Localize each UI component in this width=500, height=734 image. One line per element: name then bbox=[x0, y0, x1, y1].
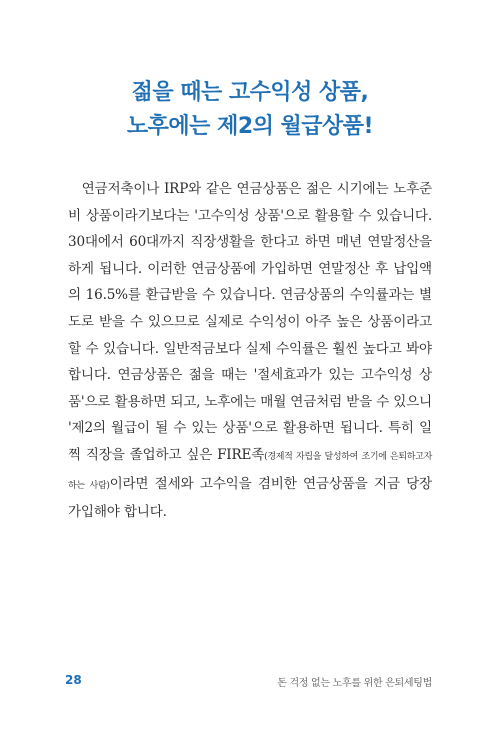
page-number: 28 bbox=[65, 673, 82, 687]
section-heading bbox=[0, 76, 500, 144]
paragraph-text-continued: 이라면 절세와 고수익을 겸비한 연금상품을 지금 당장 가입해야 합니다. bbox=[68, 475, 432, 521]
running-footer-title: 돈 걱정 없는 노후를 위한 은퇴세팅법 bbox=[277, 678, 432, 689]
fire-footnote: (경제적 자립을 달성하여 조기에 은퇴하고자 하는 사람) bbox=[68, 451, 432, 491]
body-paragraph bbox=[68, 176, 432, 526]
heading-line-2: 노후에는 제2의 월급상품! bbox=[126, 114, 374, 139]
paragraph-text: 연금저축이나 IRP와 같은 연금상품은 젊은 시기에는 노후준비 상품이라기보다는 '고수익성 상품'으로 활용할 수 있습니다. 30대에서 60대까지 직장생활을 한다고 하면 매년 연말정산을 하게 됩니다. 이러한 연금상품에 가입하면 연말정산 후 납입액의 16.5%를 환급받을 수 있습니다. 연금상품의 수익률과는 별도로 받을 수 있으므로 실제로 수익성이 아주 높은 상품이라고 할 수 있습니다. 일반적금보다 실제 수익률은 훨씬 높다고 봐야 합니다. 연금상품은 젊을 때는 '절세효과가 있는 고수익성 상품'으로 활용하면 되고, 노후에는 매월 연금처럼 받을 수 있으니 '제2의 월급이 될 수 있는 상품'으로 활용하면 됩니다. 특히 일찍 직장을 졸업하고 싶은 FIRE족 bbox=[68, 181, 432, 463]
heading-line-1: 젊을 때는 고수익성 상품, bbox=[131, 80, 369, 105]
